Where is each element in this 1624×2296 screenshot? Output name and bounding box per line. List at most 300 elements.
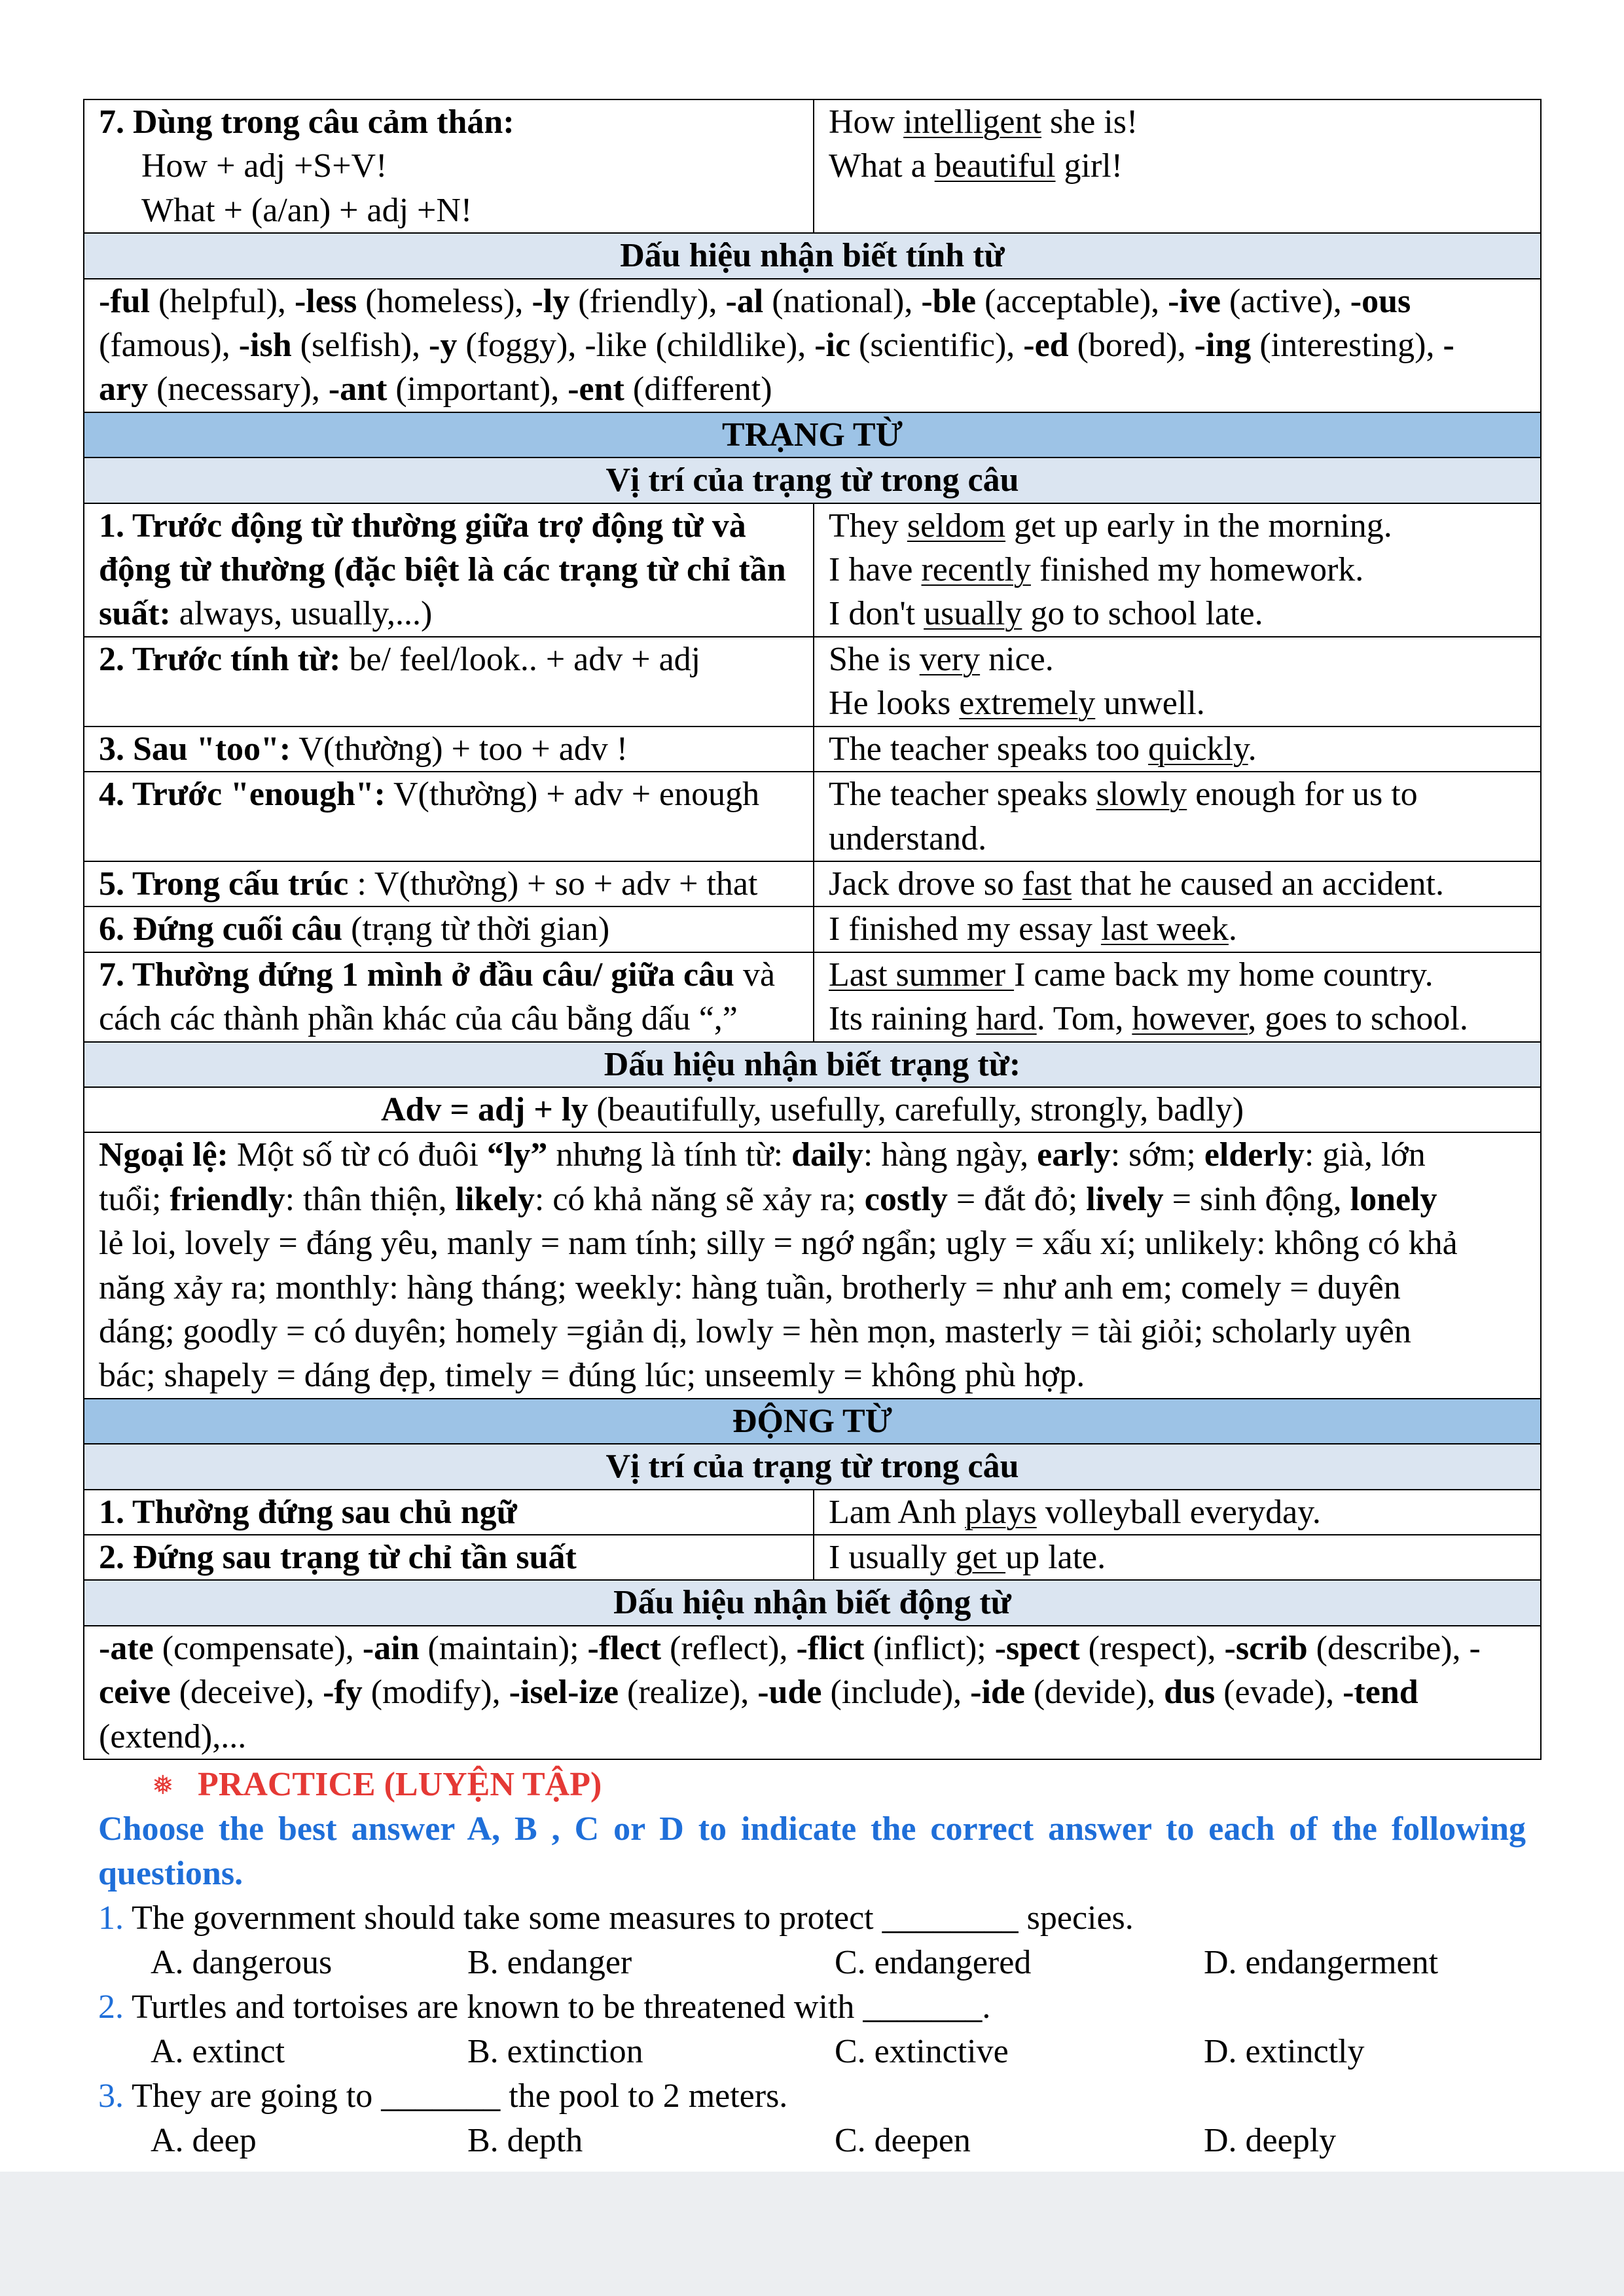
option-a: A. extinct [151, 2033, 285, 2070]
option-d: D. deeply [1204, 2122, 1337, 2159]
question-number: 1. [98, 1899, 124, 1937]
bold-term: động từ thường (đặc biệt là các trạng từ chỉ tần [99, 551, 786, 589]
bold-term: -flect [587, 1629, 662, 1667]
rule-text [99, 862, 808, 906]
text-segment: : già, lớn [1304, 1136, 1426, 1174]
text-line [99, 1133, 1535, 1177]
text-segment: (reflect), [661, 1629, 797, 1667]
bold-term: 1. Trước động từ thường giữa trợ động từ và [99, 507, 746, 545]
bold-term: ary [99, 370, 149, 408]
text-segment: V(thường) + adv + enough [385, 776, 760, 814]
text-line [829, 637, 1535, 681]
bold-term: 4. Trước "enough": [99, 776, 386, 814]
example-cell [814, 906, 1541, 952]
practice-title-line [0, 1763, 1624, 1807]
rule-text [99, 953, 808, 1041]
text-segment: : hàng ngày, [863, 1136, 1038, 1174]
text-segment: go to school late. [1022, 595, 1263, 633]
bold-term: 2. Đứng sau trạng từ chỉ tần suất [99, 1539, 577, 1576]
option-a: A. dangerous [151, 1944, 333, 1981]
text-segment: (trạng từ thời gian) [342, 910, 610, 948]
question-text: They are going to _______ the pool to 2 meters. [132, 2077, 788, 2115]
example-cell [814, 503, 1541, 637]
text-line [99, 637, 808, 681]
question [0, 1985, 1624, 2030]
text-segment: (realize), [619, 1674, 758, 1712]
text-segment: (necessary), [148, 370, 329, 408]
text-line [99, 1626, 1535, 1670]
text-segment: He looks [829, 685, 960, 723]
text-segment: (interesting), [1251, 327, 1443, 365]
rule-cell [84, 99, 814, 233]
text-line [829, 862, 1535, 906]
rule-text [99, 1535, 808, 1579]
exceptions-cell [84, 1132, 1541, 1398]
text-segment: be/ feel/look.. + adv + adj [340, 640, 701, 678]
example-cell [814, 861, 1541, 906]
rule-cell [84, 726, 814, 772]
adverb-signs-header-row [84, 1042, 1541, 1087]
adjective-exclamation-row [84, 99, 1541, 233]
underlined-word: intelligent [903, 103, 1041, 141]
adverb-formula [90, 1088, 1535, 1132]
text-segment: up late. [1005, 1539, 1106, 1576]
text-segment: . [1248, 730, 1257, 768]
text-segment: They [829, 507, 907, 545]
text-segment: (famous), [99, 327, 239, 365]
text-segment: understand. [829, 819, 987, 857]
practice-title: PRACTICE (LUYỆN TẬP) [198, 1766, 602, 1803]
bold-term: -fy [323, 1674, 363, 1712]
option-d: D. extinctly [1204, 2033, 1365, 2070]
bold-term: -ble [921, 282, 977, 320]
text-segment: lẻ loi, lovely = đáng yêu, manly = nam tính; silly = ngớ ngẩn; ugly = xấu xí; unlikely: không có khả [99, 1225, 1458, 1263]
subheader-cell [84, 1042, 1541, 1087]
text-segment: always, usually,...) [170, 595, 433, 633]
section-header-cell [84, 1399, 1541, 1444]
example-cell [814, 1535, 1541, 1580]
text-segment: I usually [829, 1539, 956, 1576]
text-segment: What a [829, 147, 935, 185]
text-line [99, 862, 808, 906]
text-line [99, 367, 1535, 411]
bold-term: -ly [532, 282, 570, 320]
text-line [99, 1266, 1535, 1310]
bold-term: -ive [1168, 282, 1221, 320]
grammar-table [83, 99, 1542, 1760]
bold-term: 1. Thường đứng sau chủ ngữ [99, 1493, 517, 1531]
adverb-position-header-row [84, 457, 1541, 503]
rule-cell [84, 952, 814, 1042]
formula-line: What + (a/an) + adj +N! [141, 191, 473, 229]
text-line [99, 1490, 808, 1534]
example-cell [814, 952, 1541, 1042]
example-cell [814, 726, 1541, 772]
text-segment: năng xảy ra; monthly: hàng tháng; weekly: hàng tuần, brotherly = như anh em; comely = duyên [99, 1268, 1401, 1306]
underlined-word: usually [924, 595, 1022, 633]
adjective-suffix-list [99, 279, 1535, 412]
verb-position-header-row [84, 1444, 1541, 1489]
text-segment: (acceptable), [976, 282, 1168, 320]
bold-term: -ide [970, 1674, 1025, 1712]
rule-cell [84, 637, 814, 726]
adverb-rule-row [84, 906, 1541, 952]
underlined-word: Last summer [829, 956, 1015, 994]
question [0, 2074, 1624, 2119]
bold-term: ceive [99, 1674, 171, 1712]
text-line [829, 727, 1535, 771]
text-segment: (maintain); [419, 1629, 588, 1667]
bold-term: 5. Trong cấu trúc [99, 865, 349, 903]
verb-suffix-list [99, 1626, 1535, 1759]
example-text [829, 100, 1535, 188]
text-segment: I have [829, 551, 922, 589]
text-segment: (beautifully, usefully, carefully, strongly, badly) [588, 1090, 1244, 1128]
text-segment: nice. [980, 640, 1054, 678]
text-segment: và [734, 956, 776, 994]
text-segment: (inflict); [864, 1629, 995, 1667]
underlined-word: plays [964, 1493, 1037, 1531]
example-cell [814, 99, 1541, 233]
bold-term: daily [791, 1136, 863, 1174]
adverb-rule-row [84, 861, 1541, 906]
verb-position-heading: Vị trí của trạng từ trong câu [605, 1448, 1019, 1486]
adverb-position-heading: Vị trí của trạng từ trong câu [605, 461, 1019, 499]
text-segment: bác; shapely = dáng đẹp, timely = đúng lúc; unseemly = không phù hợp. [99, 1357, 1085, 1395]
text-segment: that he caused an accident. [1072, 865, 1444, 903]
text-segment: (active), [1220, 282, 1350, 320]
bold-term: -ate [99, 1629, 154, 1667]
text-line [829, 100, 1535, 144]
verb-section-header-row [84, 1399, 1541, 1444]
text-segment: I don't [829, 595, 924, 633]
text-line [99, 1535, 808, 1579]
snowflake-icon [152, 1763, 181, 1808]
bold-term: -spect [994, 1629, 1080, 1667]
adverb-rule-row [84, 952, 1541, 1042]
option-c: C. extinctive [835, 2033, 1009, 2070]
text-line [90, 1088, 1535, 1132]
text-segment: (bored), [1068, 327, 1195, 365]
bold-term: -ant [328, 370, 388, 408]
text-segment: nhưng là tính từ: [547, 1136, 792, 1174]
text-segment: (scientific), [850, 327, 1024, 365]
formula-cell [84, 1087, 1541, 1132]
text-line [99, 772, 808, 816]
text-segment: : sớm; [1110, 1136, 1204, 1174]
option-c: C. endangered [835, 1944, 1032, 1981]
example-text [829, 1490, 1535, 1534]
underlined-word: quickly [1148, 730, 1248, 768]
example-text [829, 953, 1535, 1041]
text-segment: (evade), [1215, 1674, 1343, 1712]
text-segment: finished my homework. [1030, 551, 1364, 589]
text-segment: (include), [821, 1674, 971, 1712]
underlined-word: recently [921, 551, 1031, 589]
text-segment: cách các thành phần khác của câu bằng dấu “,” [99, 1000, 738, 1038]
question [0, 1896, 1624, 1941]
question-text: Turtles and tortoises are known to be threatened with _______. [132, 1988, 991, 2026]
suffix-cell [84, 1626, 1541, 1759]
example-cell [814, 772, 1541, 861]
bold-term: dus [1164, 1674, 1216, 1712]
underlined-word: get [955, 1539, 1006, 1576]
adverb-section-heading: TRẠNG TỪ [722, 416, 903, 454]
adverb-section-header-row [84, 412, 1541, 457]
text-line [99, 1670, 1535, 1714]
adjective-signs-row [84, 279, 1541, 412]
page-bottom-margin [0, 2172, 1624, 2296]
text-line [99, 997, 808, 1041]
rule-cell [84, 1535, 814, 1580]
adverb-rule-row [84, 637, 1541, 726]
adverb-formula-row [84, 1087, 1541, 1132]
underlined-word: slowly [1096, 776, 1187, 814]
text-segment: (describe), - [1307, 1629, 1481, 1667]
subheader-cell [84, 457, 1541, 503]
bold-term: costly [864, 1180, 948, 1218]
adjective-signs-heading: Dấu hiệu nhận biết tính từ [620, 237, 1005, 275]
instruction-line: questions. [98, 1855, 244, 1892]
text-segment: (devide), [1024, 1674, 1164, 1712]
section-header-cell [84, 412, 1541, 457]
text-line [99, 323, 1535, 367]
underlined-word: hard [976, 1000, 1037, 1038]
text-line [829, 681, 1535, 725]
text-segment: (important), [387, 370, 568, 408]
example-text [829, 772, 1535, 861]
text-segment: , goes to school. [1248, 1000, 1468, 1038]
text-segment: I came back my home country. [1014, 956, 1434, 994]
underlined-word: very [919, 640, 981, 678]
underlined-word: fast [1022, 865, 1072, 903]
rule-heading: 7. Dùng trong câu cảm thán: [99, 103, 514, 141]
bold-term: -isel-ize [509, 1674, 619, 1712]
text-segment: . [1228, 910, 1237, 948]
question-number: 3. [98, 2077, 124, 2115]
text-segment: (modify), [362, 1674, 509, 1712]
bold-term: - [1443, 327, 1454, 365]
subheader-cell [84, 1580, 1541, 1625]
bold-term: -scrib [1224, 1629, 1308, 1667]
text-line [99, 1310, 1535, 1354]
bold-term: likely [455, 1180, 535, 1218]
underlined-word: last week [1100, 910, 1229, 948]
text-segment: (compensate), [153, 1629, 363, 1667]
bold-term: -ent [568, 370, 624, 408]
text-segment: Jack drove so [829, 865, 1023, 903]
text-segment: (extend),... [99, 1717, 247, 1755]
rule-cell [84, 503, 814, 637]
text-segment: unwell. [1095, 685, 1205, 723]
rule-cell [84, 906, 814, 952]
text-segment: volleyball everyday. [1036, 1493, 1321, 1531]
rule-text [99, 504, 808, 636]
answer-options [0, 2030, 1624, 2074]
instruction-line: Choose the best answer A, B , C or D to indicate the correct answer to each of the following [98, 1810, 1526, 1848]
bold-term: 6. Đứng cuối câu [99, 910, 343, 948]
bold-term: lively [1086, 1180, 1164, 1218]
text-line [829, 953, 1535, 997]
example-text [829, 862, 1535, 906]
rule-cell [84, 772, 814, 861]
example-cell [814, 637, 1541, 726]
practice-section [0, 1763, 1624, 2163]
bold-term: early [1037, 1136, 1111, 1174]
adverb-exceptions-text [99, 1133, 1535, 1397]
verb-rule-row [84, 1535, 1541, 1580]
underlined-word: seldom [907, 507, 1006, 545]
text-segment: : V(thường) + so + adv + that [348, 865, 758, 903]
text-line [829, 548, 1535, 592]
text-segment: I finished my essay [829, 910, 1101, 948]
verb-signs-header-row [84, 1580, 1541, 1625]
example-text [829, 727, 1535, 771]
adverb-signs-heading: Dấu hiệu nhận biết trạng từ: [604, 1045, 1021, 1083]
text-segment: tuổi; [99, 1180, 170, 1218]
text-segment: (respect), [1079, 1629, 1225, 1667]
bold-term: -tend [1343, 1674, 1418, 1712]
option-d: D. endangerment [1204, 1944, 1439, 1981]
underlined-word: extremely [959, 685, 1096, 723]
text-line [829, 1490, 1535, 1534]
underlined-word: however [1132, 1000, 1248, 1038]
text-segment: (deceive), [170, 1674, 323, 1712]
bold-term: 3. Sau "too": [99, 730, 291, 768]
text-line [99, 504, 808, 548]
answer-options [0, 2119, 1624, 2163]
bold-term: “ly” [486, 1136, 548, 1174]
example-text [829, 637, 1535, 726]
example-text [829, 504, 1535, 636]
verb-signs-row [84, 1626, 1541, 1759]
rule-text [99, 907, 808, 951]
text-segment: Its raining [829, 1000, 977, 1038]
text-segment: : có khả năng sẽ xảy ra; [534, 1180, 865, 1218]
text-line [829, 817, 1535, 861]
text-segment: = sinh động, [1163, 1180, 1350, 1218]
text-segment: (different) [624, 370, 772, 408]
bold-term: -ain [362, 1629, 420, 1667]
rule-text [99, 1490, 808, 1534]
adverb-rule-row [84, 503, 1541, 637]
text-segment: Lam Anh [829, 1493, 965, 1531]
bold-term: -ful [99, 282, 150, 320]
text-line [99, 1715, 1535, 1759]
bold-term: -ude [757, 1674, 822, 1712]
text-segment: The teacher speaks too [829, 730, 1149, 768]
text-segment: : thân thiện, [285, 1180, 456, 1218]
bold-term: suất: [99, 595, 171, 633]
bold-term: friendly [170, 1180, 285, 1218]
text-segment: she is! [1041, 103, 1138, 141]
text-segment: = đắt đỏ; [947, 1180, 1087, 1218]
text-line [99, 548, 808, 592]
text-line [99, 1221, 1535, 1265]
text-segment: dáng; goodly = có duyên; homely =giản dị, lowly = hèn mọn, masterly = tài giỏi; scholarly uyên [99, 1312, 1411, 1350]
option-c: C. deepen [835, 2122, 971, 2159]
option-a: A. deep [151, 2122, 257, 2159]
bold-term: -ed [1023, 327, 1069, 365]
subheader-cell [84, 1444, 1541, 1489]
text-line [99, 727, 808, 771]
text-line [829, 504, 1535, 548]
question-text: The government should take some measures to protect ________ species. [132, 1899, 1134, 1937]
text-line [829, 592, 1535, 636]
verb-rule-row [84, 1490, 1541, 1535]
text-line [829, 144, 1535, 188]
text-segment: (friendly), [569, 282, 726, 320]
formula-line: How + adj +S+V! [141, 147, 388, 185]
text-segment: girl! [1055, 147, 1123, 185]
text-segment: get up early in the morning. [1005, 507, 1392, 545]
bold-term: -ing [1194, 327, 1252, 365]
bold-term: -ous [1350, 282, 1411, 320]
answer-options [0, 1941, 1624, 1985]
adverb-exceptions-row [84, 1132, 1541, 1398]
text-segment: She is [829, 640, 920, 678]
text-segment: Một số từ có đuôi [228, 1136, 487, 1174]
verb-signs-heading: Dấu hiệu nhận biết động từ [613, 1584, 1011, 1622]
text-segment: (selfish), [291, 327, 429, 365]
adverb-rule-row [84, 772, 1541, 861]
bold-term: -ish [238, 327, 292, 365]
text-line [99, 953, 808, 997]
bold-term: -al [725, 282, 764, 320]
suffix-cell [84, 279, 1541, 412]
text-segment: The teacher speaks [829, 776, 1096, 814]
bold-term: -less [294, 282, 357, 320]
verb-section-heading: ĐỘNG TỪ [732, 1402, 893, 1440]
bold-term: Adv = adj + ly [380, 1090, 588, 1128]
bold-term: -y [429, 327, 458, 365]
text-line [829, 1535, 1535, 1579]
text-segment: V(thường) + too + adv ! [291, 730, 628, 768]
question-number: 2. [98, 1988, 124, 2026]
text-segment: enough for us to [1187, 776, 1418, 814]
option-b: B. extinction [467, 2033, 643, 2070]
text-segment: How [829, 103, 904, 141]
rule-text [99, 727, 808, 771]
bold-term: lonely [1350, 1180, 1437, 1218]
text-line [829, 997, 1535, 1041]
text-segment: . Tom, [1036, 1000, 1132, 1038]
example-cell [814, 1490, 1541, 1535]
rule-text [99, 772, 808, 816]
option-b: B. depth [467, 2122, 583, 2159]
text-segment: (foggy), -like (childlike), [457, 327, 815, 365]
text-line [99, 1177, 1535, 1221]
example-text [829, 1535, 1535, 1579]
rule-text [99, 637, 808, 681]
text-line [829, 772, 1535, 816]
subheader-cell [84, 233, 1541, 278]
underlined-word: beautiful [934, 147, 1056, 185]
text-line [99, 592, 808, 636]
text-segment: (national), [763, 282, 922, 320]
text-line [829, 907, 1535, 951]
bold-term: 7. Thường đứng 1 mình ở đầu câu/ giữa câu [99, 956, 734, 994]
example-text [829, 907, 1535, 951]
text-line [99, 1354, 1535, 1397]
text-line [99, 907, 808, 951]
bold-term: Ngoại lệ: [99, 1136, 228, 1174]
text-line [99, 279, 1535, 323]
option-b: B. endanger [467, 1944, 632, 1981]
text-segment: (homeless), [357, 282, 532, 320]
bold-term: -flict [796, 1629, 865, 1667]
rule-cell [84, 861, 814, 906]
